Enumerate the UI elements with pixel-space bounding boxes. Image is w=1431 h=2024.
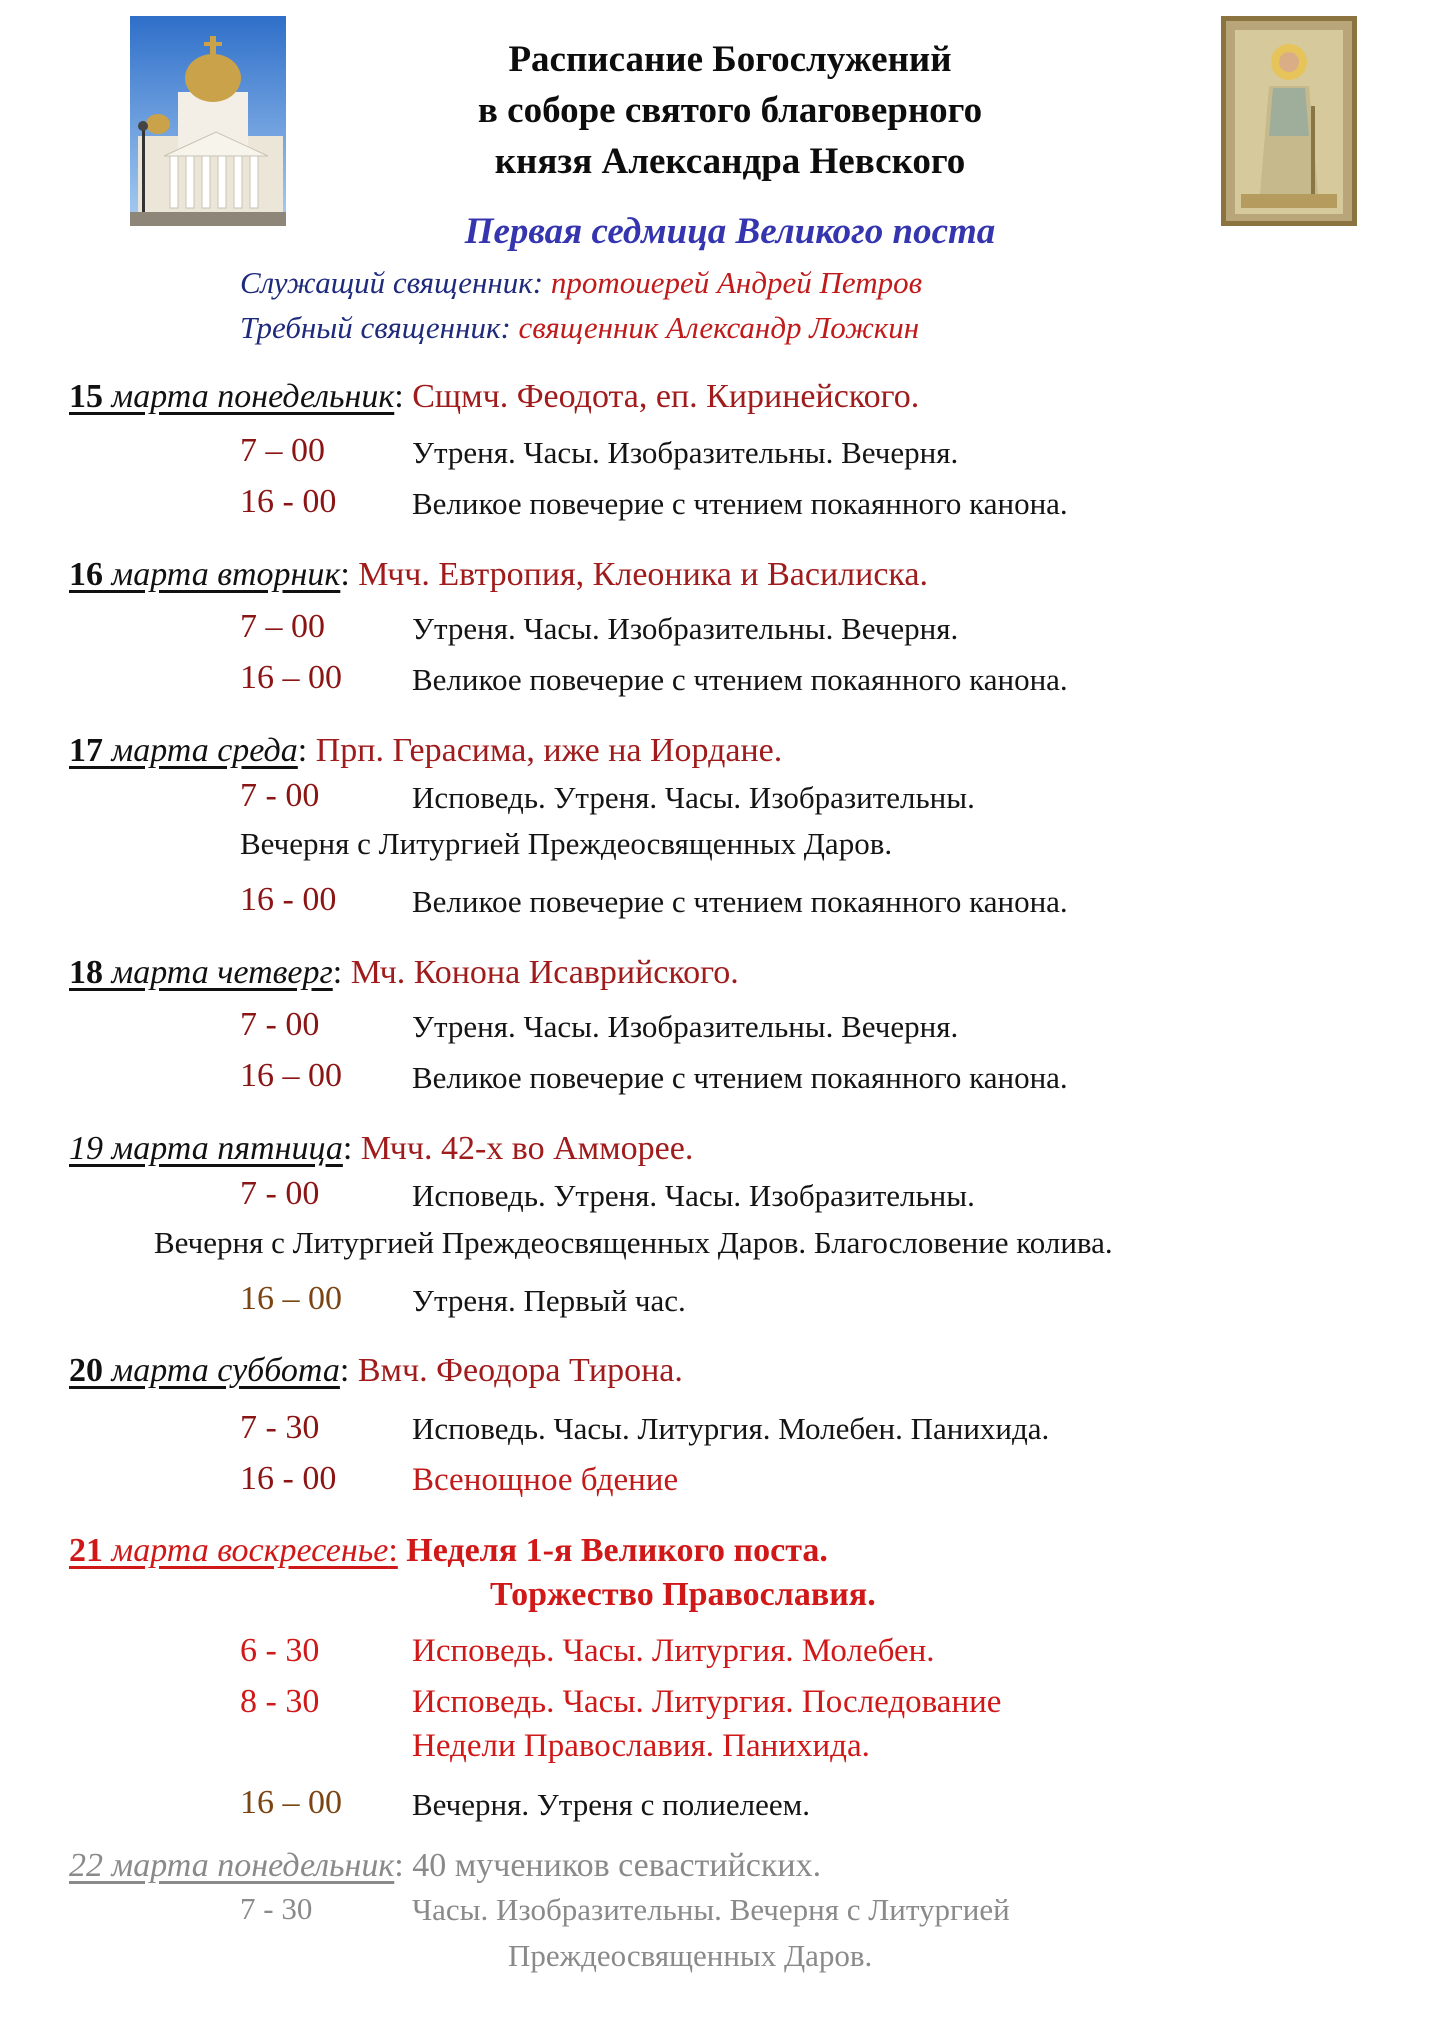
week-subtitle: Первая седмица Великого поста <box>464 211 996 252</box>
cathedral-photo <box>130 16 286 226</box>
title-line-1: Расписание Богослужений <box>508 39 952 80</box>
service-text: Утреня. Часы. Изобразительны. Вечерня. <box>412 611 959 646</box>
service-text: Великое повечерие с чтением покаянного канона. <box>412 662 1068 697</box>
service-time: 16 – 00 <box>240 1280 342 1317</box>
day-colon: : <box>394 1847 404 1884</box>
service-text: Исповедь. Утреня. Часы. Изобразительны. <box>412 780 975 815</box>
feast-name: 40 мучеников севастийских. <box>412 1847 822 1884</box>
day-date: марта среда <box>111 732 298 769</box>
day-heading-17 <box>69 732 782 770</box>
service-text: Исповедь. Часы. Литургия. Молебен. <box>412 1633 935 1669</box>
service-continuation: Преждеосвященных Даров. <box>508 1938 873 1973</box>
day-date: марта четверг <box>111 954 333 991</box>
day-colon: : <box>340 556 350 593</box>
day-heading-19 <box>69 1130 693 1168</box>
day-number: 21 <box>69 1532 103 1569</box>
feast-name: Сщмч. Феодота, еп. Киринейского. <box>412 378 920 415</box>
feast-name: Вмч. Феодора Тирона. <box>357 1352 683 1389</box>
service-text: Утреня. Часы. Изобразительны. Вечерня. <box>412 1009 959 1044</box>
service-text: Исповедь. Утреня. Часы. Изобразительны. <box>412 1178 975 1213</box>
day-number: 17 <box>69 732 103 769</box>
feast-name: Неделя 1-я Великого поста. <box>406 1532 828 1569</box>
service-time: 16 – 00 <box>240 659 342 696</box>
service-time: 16 – 00 <box>240 1057 342 1094</box>
title-line-3: князя Александра Невского <box>494 141 966 182</box>
service-time: 8 - 30 <box>240 1683 320 1720</box>
service-time: 7 - 30 <box>240 1409 320 1446</box>
feast-name-line-2: Торжество Православия. <box>490 1576 876 1613</box>
service-continuation: Вечерня с Литургией Преждеосвященных Даров. Благословение колива. <box>154 1225 1113 1260</box>
service-text: Исповедь. Часы. Литургия. Последование <box>412 1684 1002 1720</box>
saint-icon-image <box>1221 16 1357 226</box>
serving-priest-name: протоиерей Андрей Петров <box>550 265 923 300</box>
serving-priest-line <box>240 265 922 301</box>
day-heading-21 <box>69 1532 828 1570</box>
day-heading-15 <box>69 378 919 416</box>
day-date: марта понедельник <box>111 378 395 415</box>
service-time: 7 - 00 <box>240 1175 320 1212</box>
service-text: Часы. Изобразительны. Вечерня с Литургией <box>412 1892 1010 1927</box>
service-text: Великое повечерие с чтением покаянного канона. <box>412 1060 1068 1095</box>
service-time: 7 – 00 <box>240 432 325 469</box>
day-number: 16 <box>69 556 103 593</box>
service-time: 7 - 00 <box>240 777 320 814</box>
service-text: Всенощное бдение <box>412 1462 679 1498</box>
service-continuation: Вечерня с Литургией Преждеосвященных Даров. <box>240 826 893 861</box>
service-time: 7 - 30 <box>240 1891 313 1926</box>
day-number: 19 <box>69 1130 103 1167</box>
duty-priest-label: Требный священник: <box>240 310 511 345</box>
day-colon: : <box>297 732 308 769</box>
page-title <box>330 34 1130 187</box>
title-line-2: в соборе святого благоверного <box>477 90 983 131</box>
day-colon: : <box>388 1532 398 1569</box>
feast-name: Мчч. 42-х во Амморее. <box>360 1130 694 1167</box>
day-heading-16 <box>69 556 928 594</box>
service-time: 16 – 00 <box>240 1784 342 1821</box>
day-colon: : <box>332 954 343 991</box>
duty-priest-line <box>240 310 919 346</box>
feast-name: Мчч. Евтропия, Клеоника и Василиска. <box>358 556 928 593</box>
day-colon: : <box>394 378 404 415</box>
day-date: марта суббота <box>111 1352 340 1389</box>
service-text: Исповедь. Часы. Литургия. Молебен. Панихида. <box>412 1411 1050 1446</box>
service-time: 16 - 00 <box>240 1460 337 1497</box>
service-time: 7 - 00 <box>240 1006 320 1043</box>
service-text: Великое повечерие с чтением покаянного канона. <box>412 884 1068 919</box>
day-date: марта понедельник <box>111 1847 395 1884</box>
duty-priest-name: священник Александр Ложкин <box>518 310 920 345</box>
day-colon: : <box>339 1352 350 1389</box>
serving-priest-label: Служащий священник: <box>240 265 544 300</box>
day-number: 15 <box>69 378 103 415</box>
day-date: марта воскресенье <box>111 1532 389 1569</box>
day-colon: : <box>342 1130 353 1167</box>
service-text: Утреня. Часы. Изобразительны. Вечерня. <box>412 435 959 470</box>
day-heading-20 <box>69 1352 683 1390</box>
service-time: 16 - 00 <box>240 881 337 918</box>
day-number: 18 <box>69 954 103 991</box>
service-time: 16 - 00 <box>240 483 337 520</box>
feast-name: Прп. Герасима, иже на Иордане. <box>315 732 783 769</box>
day-heading-18 <box>69 954 739 992</box>
day-number: 20 <box>69 1352 103 1389</box>
service-text-line-2: Недели Православия. Панихида. <box>412 1728 870 1764</box>
service-time: 7 – 00 <box>240 608 325 645</box>
feast-name: Мч. Конона Исаврийского. <box>350 954 739 991</box>
service-text: Великое повечерие с чтением покаянного канона. <box>412 486 1068 521</box>
service-time: 6 - 30 <box>240 1632 320 1669</box>
day-date: марта пятница <box>111 1130 343 1167</box>
day-heading-22 <box>69 1847 821 1885</box>
day-date: марта вторник <box>111 556 341 593</box>
service-text: Вечерня. Утреня с полиелеем. <box>412 1787 810 1822</box>
day-number: 22 <box>69 1847 103 1884</box>
service-text: Утреня. Первый час. <box>412 1283 686 1318</box>
